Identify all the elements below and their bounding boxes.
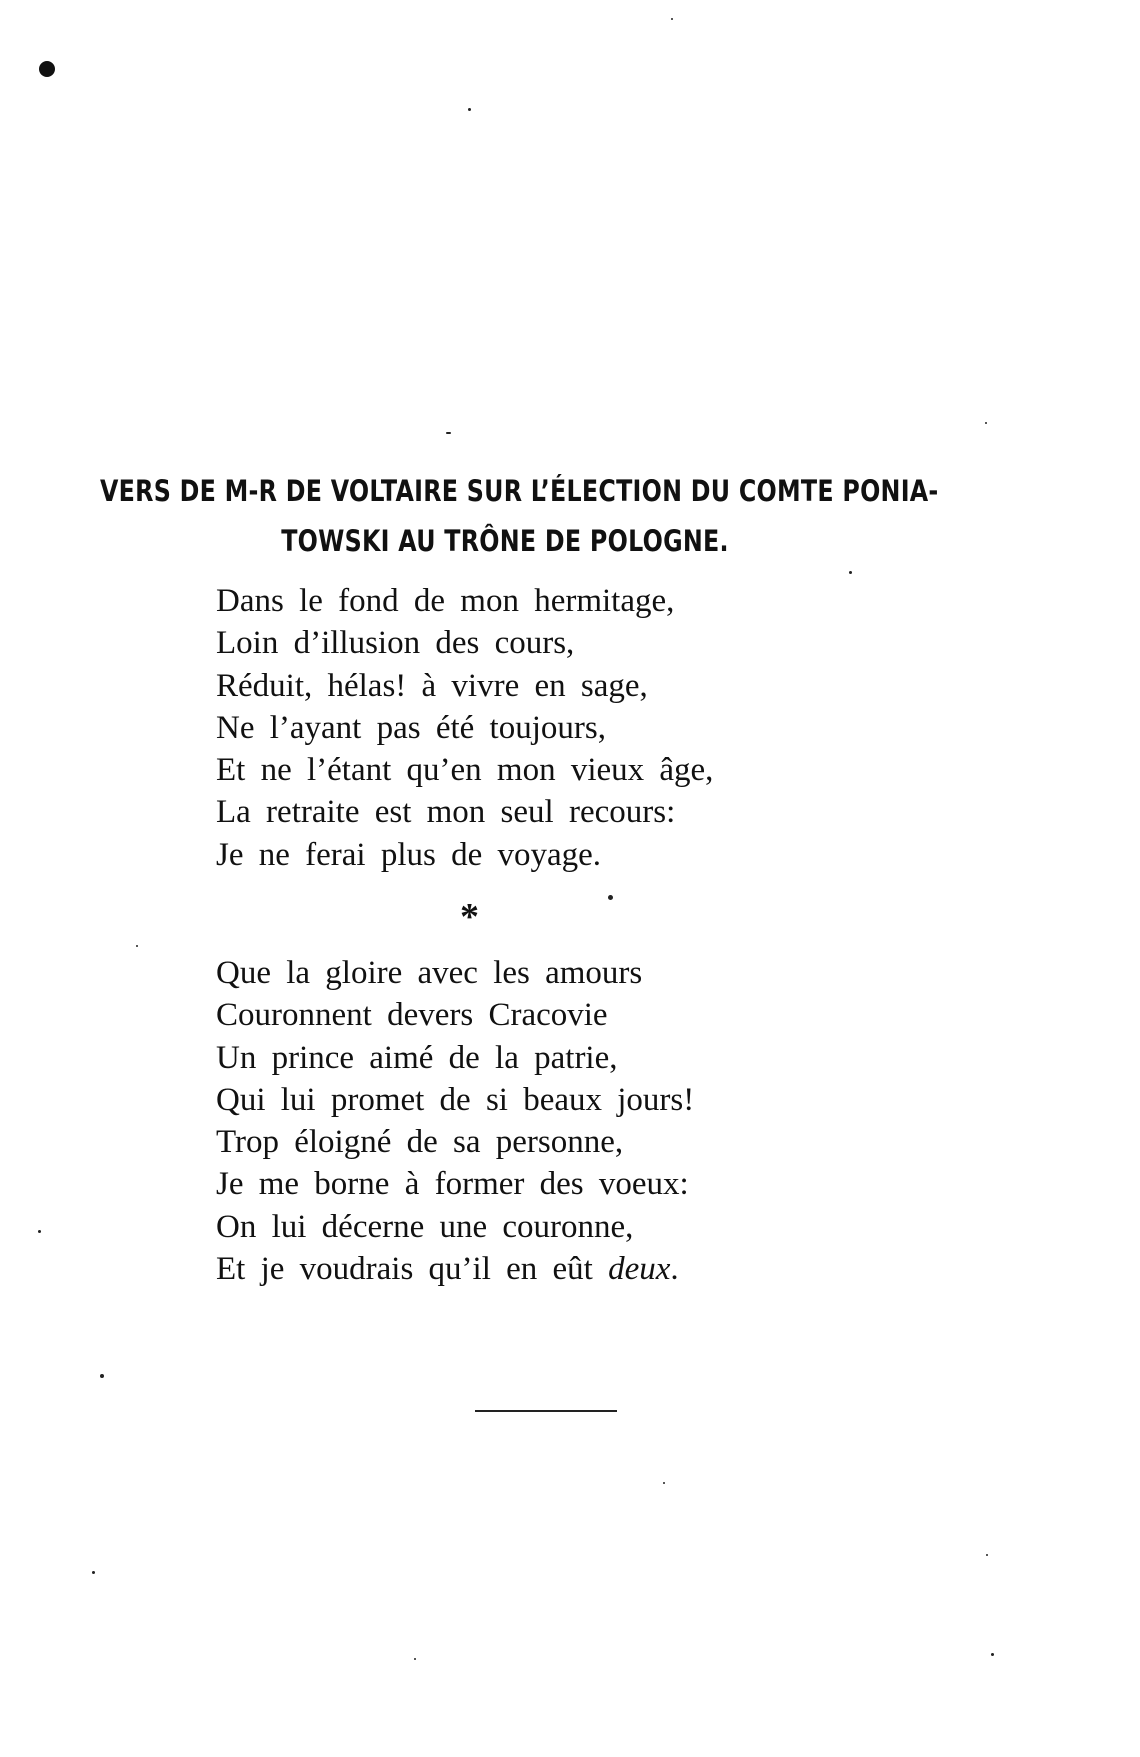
verse-line-final (216, 1248, 856, 1290)
verse-line: Dans le fond de mon hermitage, (216, 583, 675, 619)
poem-title-line-1: VERS DE M-R DE VOLTAIRE SUR L’ÉLECTION DU COMTE PONIA- (100, 474, 939, 508)
print-speck (985, 422, 987, 424)
verse-line: Je me borne à former des voeux: (216, 1166, 689, 1203)
print-speck (446, 432, 451, 434)
print-speck (849, 571, 852, 574)
stanza-2 (216, 952, 856, 1290)
stanza-1 (216, 580, 856, 876)
ink-blot-mark (39, 61, 55, 77)
final-line-text: Et je voudrais qu’il en eût (216, 1251, 609, 1288)
print-speck (100, 1374, 104, 1378)
print-speck (468, 108, 471, 111)
print-speck (986, 1554, 988, 1556)
print-speck (608, 895, 613, 900)
verse-line: Couronnent devers Cracovie (216, 997, 608, 1034)
verse-line: Je ne ferai plus de voyage. (216, 836, 602, 873)
verse-line: Que la gloire avec les amours (216, 955, 643, 991)
final-line-italic-word: deux (608, 1251, 671, 1288)
print-speck (92, 1571, 95, 1574)
verse-line: La retraite est mon seul recours: (216, 794, 676, 831)
print-speck (414, 1658, 416, 1660)
verse-line: Réduit, hélas! à vivre en sage, (216, 667, 648, 704)
verse-line: Loin d’illusion des cours, (216, 625, 575, 662)
verse-line: Un prince aimé de la patrie, (216, 1039, 618, 1076)
final-line-period: . (670, 1251, 679, 1288)
stanza-separator-asterisk: * (460, 896, 479, 938)
print-speck (38, 1230, 41, 1233)
print-speck (663, 1482, 665, 1484)
poem-title-line-2: TOWSKI AU TRÔNE DE POLOGNE. (281, 524, 729, 558)
verse-line: Trop éloigné de sa personne, (216, 1124, 624, 1161)
verse-line: Ne l’ayant pas été toujours, (216, 709, 606, 746)
print-speck (671, 18, 673, 20)
print-speck (991, 1653, 994, 1656)
verse-line: Qui lui promet de si beaux jours! (216, 1081, 695, 1118)
verse-line: Et ne l’étant qu’en mon vieux âge, (216, 752, 714, 789)
end-rule-divider (475, 1410, 617, 1412)
verse-line: On lui décerne une couronne, (216, 1208, 634, 1245)
poem-title (100, 466, 939, 566)
print-speck (136, 945, 138, 947)
